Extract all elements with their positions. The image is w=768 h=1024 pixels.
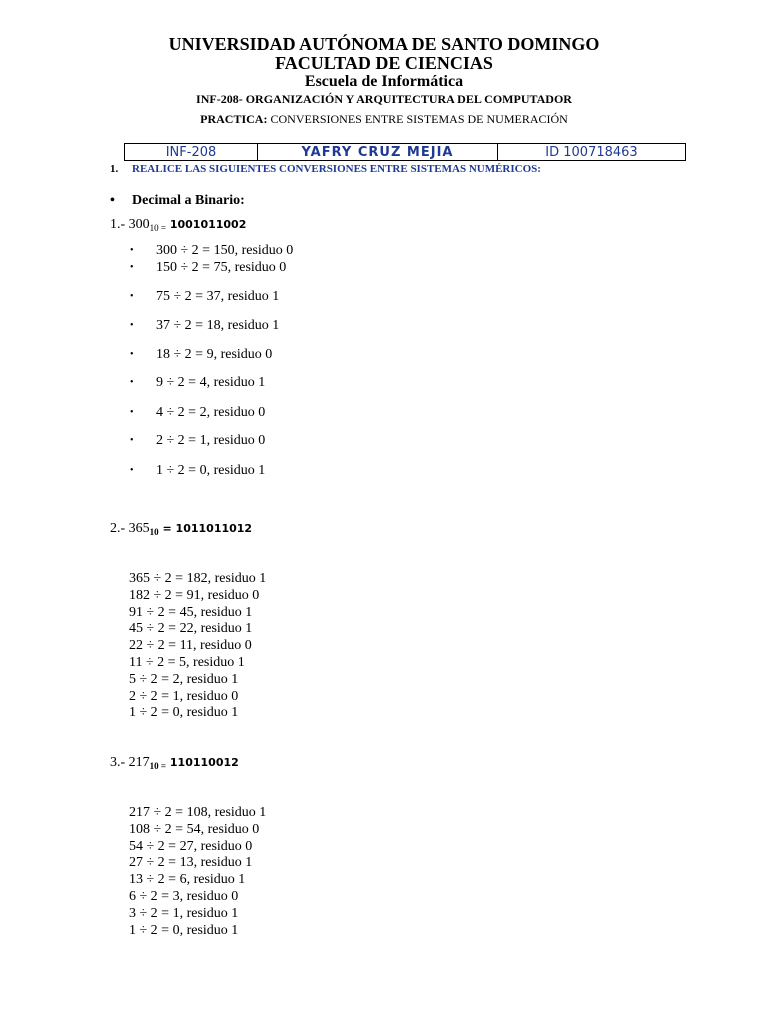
- practice-label: PRACTICA:: [200, 112, 268, 126]
- step-text: 4 ÷ 2 = 2, residuo 0: [156, 405, 266, 420]
- step-line: 365 ÷ 2 = 182, residuo 1: [129, 571, 267, 586]
- bullet-icon: •: [130, 245, 134, 256]
- instruction: [110, 162, 541, 176]
- problem-3-steps: [129, 805, 266, 939]
- bullet-icon: •: [130, 407, 134, 418]
- bullet-icon: •: [130, 465, 134, 476]
- step-line: 3 ÷ 2 = 1, residuo 1: [129, 905, 239, 921]
- step-line: 11 ÷ 2 = 5, residuo 1: [129, 654, 245, 670]
- practice-title: CONVERSIONES ENTRE SISTEMAS DE NUMERACIÓN: [270, 112, 568, 126]
- step-item: [130, 318, 279, 334]
- step-item: [130, 347, 272, 363]
- step-line: 54 ÷ 2 = 27, residuo 0: [129, 838, 253, 854]
- problem-3-prefix: 3.- 217: [110, 755, 150, 770]
- practice-line: [0, 112, 768, 126]
- course-code-cell: INF-208: [125, 144, 258, 160]
- problem-1-prefix: 1.- 300: [110, 217, 150, 232]
- step-text: 18 ÷ 2 = 9, residuo 0: [156, 347, 273, 362]
- bullet-icon: •: [130, 435, 134, 446]
- problem-1-base: 10 =: [149, 223, 166, 233]
- instruction-text: REALICE LAS SIGUIENTES CONVERSIONES ENTRE SISTEMAS NUMÉRICOS:: [132, 163, 541, 175]
- step-item: [130, 433, 265, 449]
- section-title: Decimal a Binario:: [132, 193, 245, 208]
- student-info-table: [124, 143, 686, 161]
- step-text: 1 ÷ 2 = 0, residuo 1: [156, 463, 266, 478]
- step-text: 75 ÷ 2 = 37, residuo 1: [156, 289, 280, 304]
- step-line: 27 ÷ 2 = 13, residuo 1: [129, 855, 253, 871]
- step-line: 182 ÷ 2 = 91, residuo 0: [129, 587, 260, 603]
- course-title: INF-208- ORGANIZACIÓN Y ARQUITECTURA DEL COMPUTADOR: [196, 92, 572, 106]
- step-text: 2 ÷ 2 = 1, residuo 0: [156, 433, 266, 448]
- step-text: 37 ÷ 2 = 18, residuo 1: [156, 318, 280, 333]
- step-line: 91 ÷ 2 = 45, residuo 1: [129, 604, 253, 620]
- problem-2-heading: [110, 521, 252, 540]
- problem-2-answer: = 1011011012: [158, 522, 253, 535]
- step-line: 1 ÷ 2 = 0, residuo 1: [129, 922, 239, 938]
- problem-2-steps: [129, 571, 266, 722]
- step-line: 108 ÷ 2 = 54, residuo 0: [129, 821, 260, 837]
- bullet-icon: •: [130, 291, 134, 302]
- step-item: [130, 405, 265, 421]
- step-line: 217 ÷ 2 = 108, residuo 1: [129, 805, 267, 820]
- step-item: [130, 463, 265, 479]
- bullet-icon: •: [130, 320, 134, 331]
- school-title: Escuela de Informática: [304, 73, 464, 90]
- step-line: 6 ÷ 2 = 3, residuo 0: [129, 888, 239, 904]
- section-bullet: •: [110, 193, 115, 208]
- step-item: [130, 243, 293, 259]
- student-name-cell: YAFRY CRUZ MEJIA: [258, 144, 498, 160]
- step-item: [130, 260, 286, 276]
- bullet-icon: •: [130, 377, 134, 388]
- bullet-icon: •: [130, 262, 134, 273]
- problem-1-answer: 1001011002: [166, 218, 247, 231]
- step-line: 1 ÷ 2 = 0, residuo 1: [129, 705, 239, 721]
- step-line: 45 ÷ 2 = 22, residuo 1: [129, 621, 253, 637]
- problem-1-heading: [110, 217, 246, 236]
- problem-3-base: 10 =: [149, 761, 167, 771]
- step-line: 5 ÷ 2 = 2, residuo 1: [129, 671, 239, 687]
- problem-3-answer: 110110012: [166, 756, 239, 769]
- step-text: 9 ÷ 2 = 4, residuo 1: [156, 375, 266, 390]
- problem-2-base: 10: [149, 527, 159, 537]
- step-line: 2 ÷ 2 = 1, residuo 0: [129, 688, 239, 704]
- step-text: 150 ÷ 2 = 75, residuo 0: [156, 260, 287, 275]
- student-id-cell: ID 100718463: [545, 144, 638, 160]
- instruction-number: 1.: [110, 163, 119, 175]
- university-title: UNIVERSIDAD AUTÓNOMA DE SANTO DOMINGO: [168, 34, 600, 54]
- step-text: 300 ÷ 2 = 150, residuo 0: [156, 243, 294, 258]
- faculty-title: FACULTAD DE CIENCIAS: [275, 53, 493, 73]
- step-item: [130, 289, 279, 305]
- step-line: 13 ÷ 2 = 6, residuo 1: [129, 872, 246, 888]
- step-line: 22 ÷ 2 = 11, residuo 0: [129, 638, 252, 654]
- step-item: [130, 375, 265, 391]
- bullet-icon: •: [130, 349, 134, 360]
- section-heading: [110, 193, 245, 209]
- problem-2-prefix: 2.- 365: [110, 521, 150, 536]
- problem-3-heading: [110, 755, 239, 774]
